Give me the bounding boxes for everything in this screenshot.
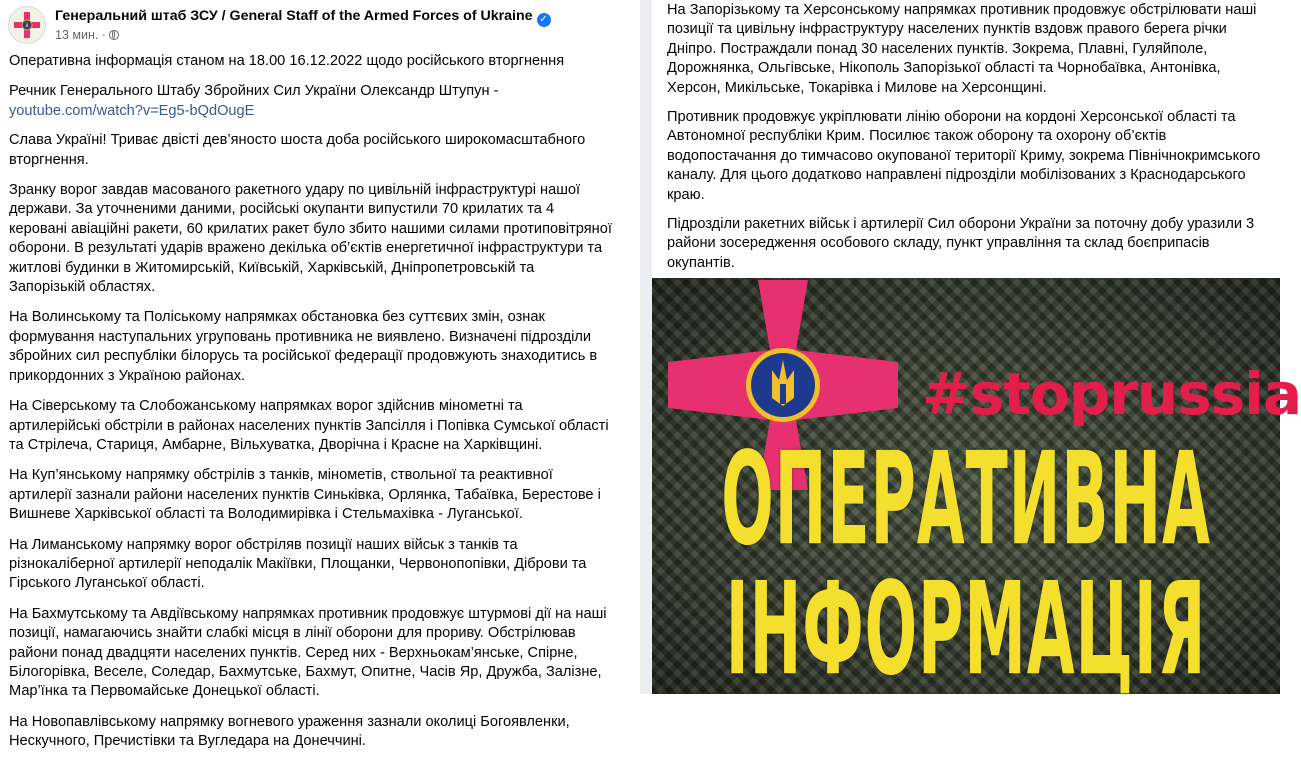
post-paragraph: Зранку ворог завдав масованого ракетного удару по цивільній інфраструктурі нашої держави. За уточненими даними, російські окупанти випустили 70 крилатих та 4 керовані авіаційні ракети, 60 крилатих ракет було збито нашими силами протиповітряної оборони. В результаті ударів вражено декілька об’єктів енергетичної інфраструктури та житлові будинки в Житомирській, Київській, Харківській, Дніпропетровській та Запорізькій областях.: [9, 182, 612, 296]
post-image[interactable]: [652, 278, 1301, 704]
post-left-column: [0, 0, 640, 750]
post-time[interactable]: 13 мин. ·: [55, 28, 106, 42]
post-paragraph: На Куп’янському напрямку обстрілів з танків, мінометів, ствольної та реактивної артилерії зазнали райони населених пунктів Синьківка, Орлянка, Табаївка, Берестове і Вишневе Харківської області та Володимирівка і Стельмахівка - Луганської.: [9, 467, 601, 523]
post-paragraph: Противник продовжує укріплювати лінію оборони на кордоні Херсонської області та Автономної республіки Крим. Посилює також оборону та охорону об’єктів водопостачання до тимчасово окупованої території Криму, зокрема Північнокримського каналу. Для цього додатково направлені підрозділи мобілізованих з Краснодарського краю.: [667, 109, 1261, 203]
image-headline-line1: ОПЕРАТИВНА: [721, 424, 1211, 574]
image-hashtag: #stoprussia: [922, 360, 1301, 428]
post-right-column: [652, 0, 1301, 704]
verified-badge-icon: ✓: [537, 13, 551, 27]
page-name-text[interactable]: Генеральний штаб ЗСУ / General Staff of the Armed Forces of Ukraine: [55, 8, 533, 24]
column-divider: [640, 0, 652, 694]
post-paragraph: Оперативна інформація станом на 18.00 16.12.2022 щодо російського вторгнення: [9, 53, 565, 69]
post-paragraph: Слава Україні! Триває двісті дев’яносто шоста доба російського широкомасштабного вторгнення.: [9, 132, 586, 168]
post-paragraph: На Лиманському напрямку ворог обстріляв позиції наших військ з танків та різнокаліберної артилерії неподалік Макіївки, Площанки, Червонопопівки, Діброви та Гірського Луганської області.: [9, 536, 587, 592]
post-paragraph: На Запорізькому та Херсонському напрямках противник продовжує обстрілювати наші позиції та цивільну інфраструктуру населених пунктів вздовж правого берега річки Дніпро. Постраждали понад 30 населених пунктів. Зокрема, Плавні, Гуляйполе, Дорожнянка, Ольгівське, Нікополь Запорізької області та Чорнобаївка, Антонівка, Херсон, Микільське, Токарівка і Милове на Херсонщині.: [667, 2, 1257, 96]
image-headline-line2: ІНФОРМАЦІЯ: [725, 554, 1207, 704]
post-body-continued: [667, 1, 1272, 313]
page-avatar[interactable]: [8, 6, 46, 44]
post-paragraph: На Новопавлівському напрямку вогневого ураження зазнали околиці Богоявленки, Нескучного, Пречистівки та Вугледара на Донеччині.: [9, 713, 570, 750]
post-paragraph-text: Речник Генерального Штабу Збройних Сил України Олександр Штупун -: [9, 83, 499, 100]
post-paragraph: На Сіверському та Слобожанському напрямках ворог здійснив мінометні та артилерійські обстріли в районах населених пунктів Запсілля і Попівка Сумської області та Стрілеча, Стариця, Амбарне, Вільхуватка, Дворічна і Красне на Харківщині.: [9, 398, 609, 453]
page-name[interactable]: [55, 8, 551, 27]
post-paragraph-with-link: [9, 82, 634, 121]
post-meta: [55, 28, 119, 42]
armed-forces-emblem-icon: [13, 11, 41, 39]
post-paragraph: Підрозділи ракетних військ і артилерії Сил оборони України за поточну добу уразили 3 райони зосередження особового складу, пункт управління та склад боєприпасів окупантів.: [667, 216, 1255, 271]
public-globe-icon: [109, 30, 119, 40]
post-header: [8, 4, 638, 44]
post-paragraph: На Бахмутському та Авдіївському напрямках противник продовжує штурмові дії на наші позиції, намагаючись знайти слабкі місця в лінії оборони для прориву. Обстрілював райони понад двадцяти населених пунктів. Серед них - Верхньокам’янське, Спірне, Білогорівка, Веселе, Соледар, Бахмутське, Бахмут, Опитне, Часів Яр, Дружба, Залізне, Мар’їнка та Первомайське Донецької області.: [9, 605, 607, 700]
post-paragraph: На Волинському та Поліському напрямках обстановка без суттєвих змін, ознак формування наступальних угруповань противника не виявлено. Визначені підрозділи збройних сил республіки білорусь та російської федерації продовжують знаходитись в прикордонних з Україною районах.: [9, 309, 598, 384]
post-body: [9, 52, 634, 763]
video-link[interactable]: youtube.com/watch?v=Eg5-bQdOugE: [9, 102, 255, 119]
